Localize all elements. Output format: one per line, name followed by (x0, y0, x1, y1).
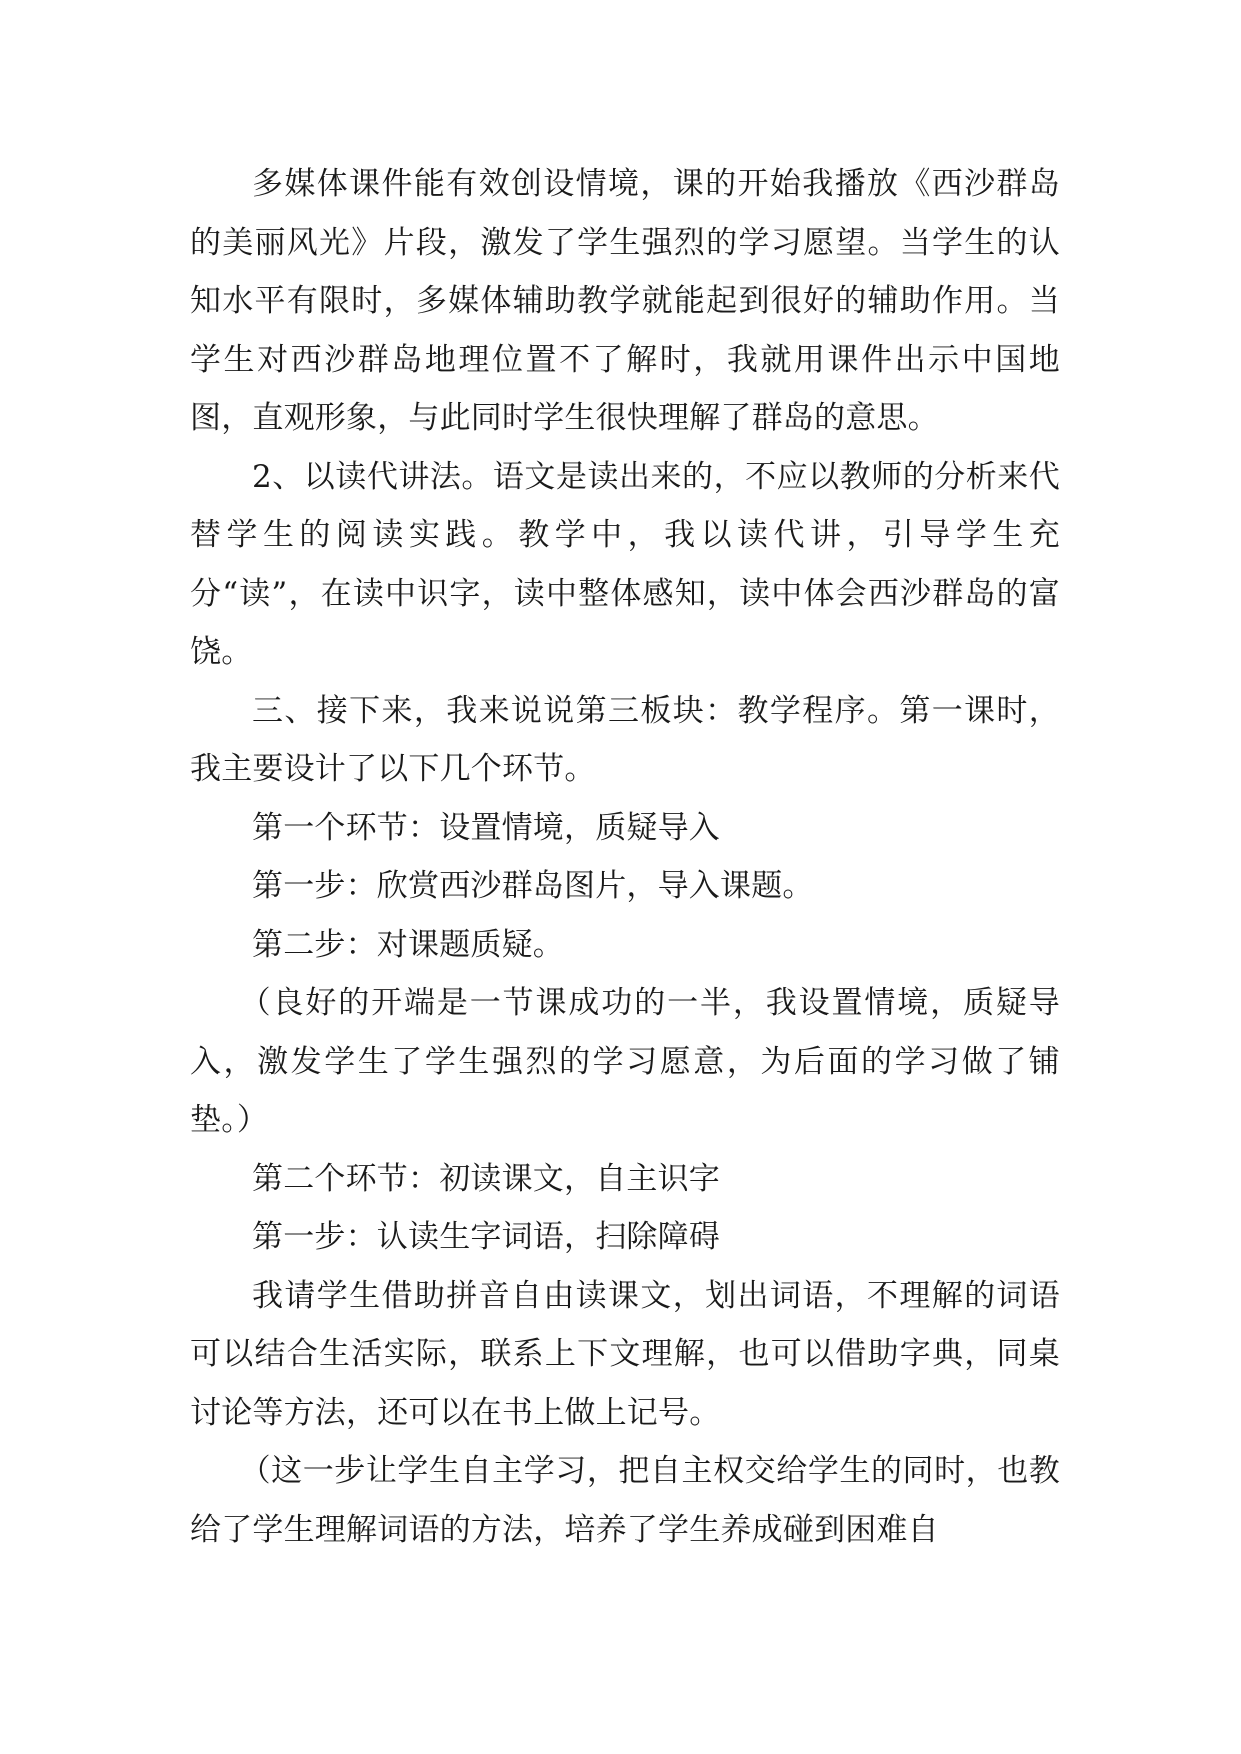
paragraph-stage-two-heading: 第二个环节：初读课文，自主识字 (252, 1160, 720, 1197)
paragraph-read-instead-of-lecture: 2、以读代讲法。语文是读出来的，不应以教师的分析来代替学生的阅读实践。教学中，我以读代讲，引导学生充分“读”，在读中识字，读中整体感知，读中体会西沙群岛的富饶。 (190, 458, 1060, 670)
paragraph-section-three: 三、接下来，我来说说第三板块：教学程序。第一课时，我主要设计了以下几个环节。 (190, 692, 1060, 787)
paragraph-stage-two-note: （这一步让学生自主学习，把自主权交给学生的同时，也教给了学生理解词语的方法，培养了学生养成碰到困难自 (190, 1453, 1060, 1548)
paragraph-stage-one-note: （良好的开端是一节课成功的一半，我设置情境，质疑导入，激发学生了学生强烈的学习愿意，为后面的学习做了铺垫。） (190, 985, 1060, 1138)
paragraph-stage-two-step-one: 第一步：认读生字词语，扫除障碍 (252, 1219, 720, 1255)
paragraph-multimedia: 多媒体课件能有效创设情境，课的开始我播放《西沙群岛的美丽风光》片段，激发了学生强烈的学习愿望。当学生的认知水平有限时，多媒体辅助教学就能起到很好的辅助作用。当学生对西沙群岛地理位置不了解时，我就用课件出示中国地图，直观形象，与此同时学生很快理解了群岛的意思。 (190, 166, 1060, 436)
paragraph-stage-one-step-two: 第二步：对课题质疑。 (252, 926, 564, 963)
paragraph-stage-one-heading: 第一个环节：设置情境，质疑导入 (252, 809, 720, 846)
document-body (190, 155, 1060, 1559)
paragraph-stage-one-step-one: 第一步：欣赏西沙群岛图片，导入课题。 (252, 868, 814, 904)
paragraph-stage-two-description: 我请学生借助拼音自由读课文，划出词语，不理解的词语可以结合生活实际，联系上下文理解，也可以借助字典，同桌讨论等方法，还可以在书上做上记号。 (190, 1277, 1060, 1431)
